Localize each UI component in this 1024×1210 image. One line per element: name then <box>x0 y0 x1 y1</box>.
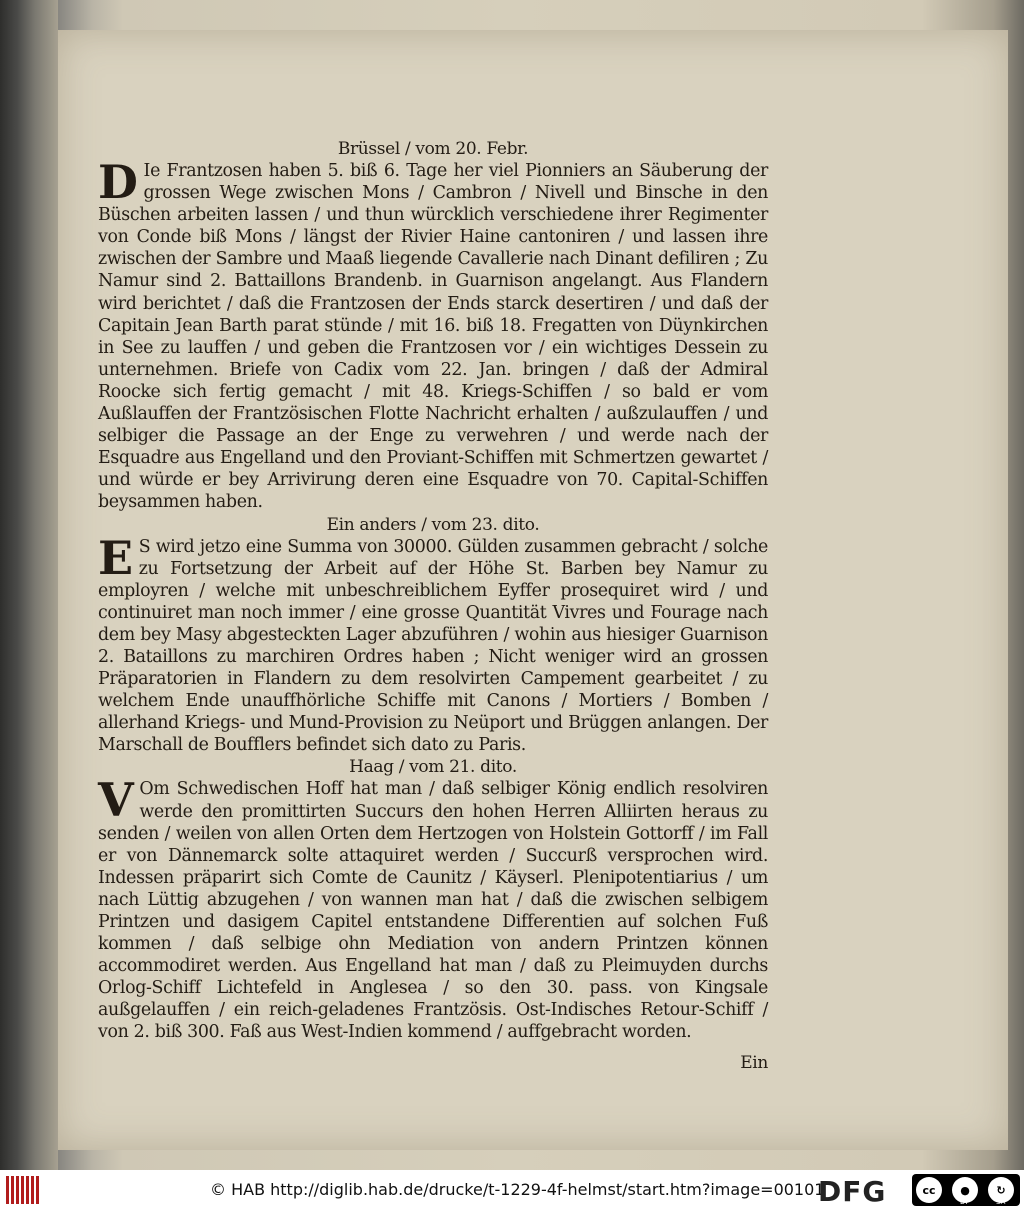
page-text <box>98 138 768 1074</box>
book-binding <box>0 0 58 1170</box>
viewer-footer <box>0 1170 1024 1210</box>
section-heading: Haag / vom 21. dito. <box>349 757 517 778</box>
cc-icon: cc <box>916 1177 942 1203</box>
section-paragraph <box>98 773 768 1043</box>
dropcap: V <box>98 773 134 828</box>
hab-logo-icon[interactable] <box>6 1176 46 1204</box>
by-icon: ● <box>952 1177 978 1203</box>
section-heading: Ein anders / vom 23. dito. <box>326 514 540 535</box>
paragraph-body: Om Schwedischen Hoff hat man / daß selbiger König endlich resolviren werde den promittirten Succurs den hohen Herren Alliirten heraus zu senden / weilen von allen Orten dem Hertzogen von Holstein Gottorff / im Fall er von Dännemarck solte attaquiret werden / Succurß versprochen wird. Indessen präparirt sich Comte de Caunitz / Käyserl. Plenipotentiarius / um nach Lüttig abzugehen / von wannen man hat / daß die zwischen selbigem Printzen und dasigem Capitel entstandene Differentien auf solchen Fuß kommen / daß selbige ohn Mediation von andern Printzen können accommodiret werden. Aus Engelland hat man / daß zu Pleimuyden durchs Orlog-Schiff Lichtefeld in Anglesea / so den 30. pass. von Kingsale außgelauffen / ein reich-geladenes Frantzösis. Ost-Indisches Retour-Schiff / von 2. biß 300. Faß aus West-Indien kommend / auffgebracht worden. <box>98 779 768 1043</box>
dropcap: D <box>98 155 138 209</box>
page <box>58 30 1008 1150</box>
sa-icon: ↻ <box>988 1177 1014 1203</box>
by-label: BY <box>960 1198 969 1206</box>
dropcap: E <box>98 530 133 585</box>
paragraph-body: S wird jetzo eine Summa von 30000. Gülden zusammen gebracht / solche zu Fortsetzung der Arbeit auf der Höhe St. Barben bey Namur zu employren / welche mit unbeschreiblichem Eyffer prosequiret wird / und continuiret man noch immer / eine grosse Quantität Vivres und Fourage nach dem bey Masy abgesteckten Lager abzuführen / wohin aus hiesiger Guarnison 2. Bataillons zu marchiren Ordres haben ; Nicht weniger wird an grossen Präparatorien in Flandern zu dem resolvirten Campement gearbeitet / zu welchem Ende unauffhörliche Schiffe mit Canons / Mortiers / Bomben / allerhand Kriegs- und Mund-Provision zu Neüport und Brüggen anlangen. Der Marschall de Boufflers befindet sich dato zu Paris. <box>98 536 768 756</box>
section-heading: Brüssel / vom 20. Febr. <box>337 139 529 159</box>
section-paragraph <box>98 530 768 757</box>
sa-label: SA <box>996 1198 1006 1206</box>
cc-license-badge[interactable] <box>912 1174 1020 1206</box>
source-link[interactable]: © HAB http://diglib.hab.de/drucke/t-1229-4f-helmst/start.htm?image=00101 <box>210 1180 825 1199</box>
paragraph-body: Ie Frantzosen haben 5. biß 6. Tage her viel Pionniers an Säuberung der grossen Wege zwischen Mons / Cambron / Nivell und Binsche in den Büschen arbeiten lassen / und thun würcklich verschiedene ihrer Regimenter von Conde biß Mons / längst der Rivier Haine cantoniren / und lassen ihre zwischen der Sambre und Maaß liegende Cavallerie nach Dinant defiliren ; Zu Namur sind 2. Battaillons Brandenb. in Guarnison angelangt. Aus Flandern wird berichtet / daß die Frantzosen der Ends starck desertiren / und daß der Capitain Jean Barth parat stünde / mit 16. biß 18. Fregatten von Düynkirchen in See zu lauffen / und geben die Frantzosen vor / ein wichtiges Dessein zu unternehmen. Briefe von Cadix vom 22. Jan. bringen / daß der Admiral Roocke sich fertig gemacht / mit 48. Kriegs-Schiffen / so bald er vom Außlauffen der Frantzösischen Flotte Nachricht erhalten / außzulauffen / und selbiger die Passage an der Enge zu verwehren / und werde nach der Esquadre aus Engelland und den Proviant-Schiffen mit Schmertzen gewartet / und würde er bey Arrivirung deren eine Esquadre von 70. Capital-Schiffen beysammen haben. <box>98 161 768 513</box>
section-paragraph <box>98 155 768 514</box>
catchword: Ein <box>740 1052 768 1073</box>
dfg-logo[interactable]: DFG <box>818 1175 887 1208</box>
